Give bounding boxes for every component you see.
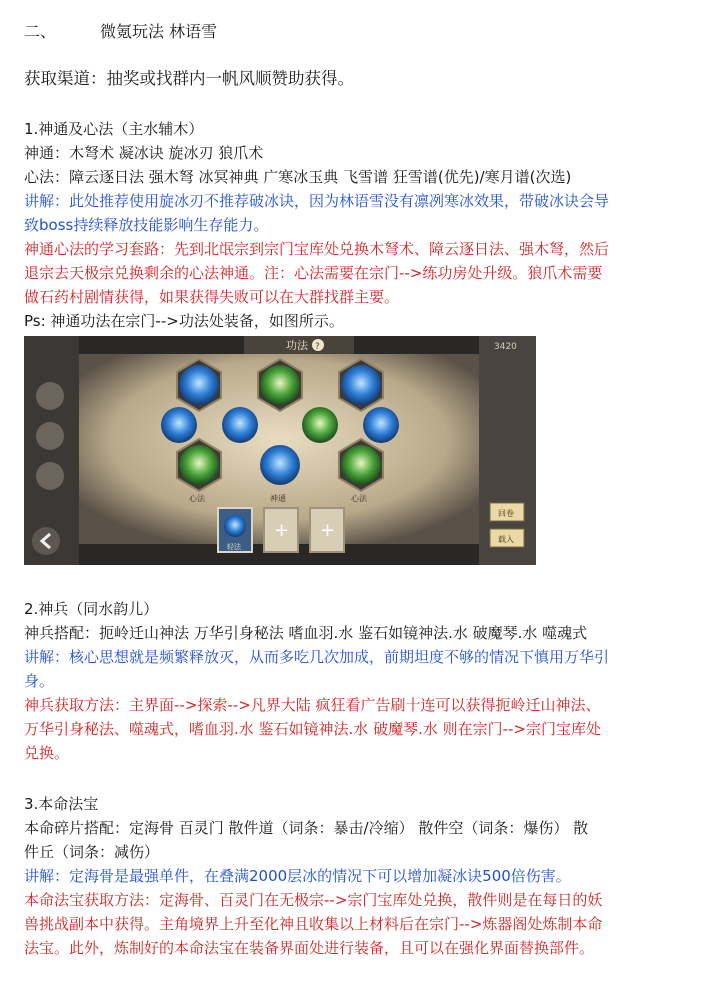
slot-label-right: 心法	[351, 494, 367, 503]
section3-heading: 3.本命法宝	[24, 795, 99, 813]
sidebar-portrait-icon[interactable]	[36, 462, 64, 490]
skill-orb-wood[interactable]	[302, 407, 338, 443]
back-arrow-icon[interactable]	[32, 527, 60, 555]
slot-label-left: 心法	[189, 494, 205, 503]
page-title	[24, 20, 704, 44]
sidebar-portrait-icon[interactable]	[36, 382, 64, 410]
section1-shentong: 神通：木弩术 凝冰诀 旋冰刃 狼爪术	[24, 144, 264, 162]
skill-orb-ice[interactable]	[341, 365, 381, 405]
screenshot-header: 功法	[286, 339, 308, 352]
section2-explain-line1: 讲解：核心思想就是频繁释放灭，从而多吃几次加成，前期坦度不够的情况下慎用万华引	[24, 648, 610, 666]
acquisition-channel: 获取渠道：抽奖或找群内一帆风顺赞助获得。	[24, 69, 354, 88]
game-skill-scene	[24, 336, 536, 565]
section1-route-line1: 神通心法的学习套路：先到北氓宗到宗门宝库处兑换木弩术、障云逐日法、强木弩，然后	[24, 240, 610, 258]
save-scroll-label: 回卷	[498, 509, 514, 518]
section3-get-line3: 法宝。此外，炼制好的本命法宝在装备界面处进行装备，且可以在强化界面替换部件。	[24, 939, 595, 957]
section3-match-line2: 件丘（词条：减伤）	[24, 843, 160, 861]
section3-explain: 讲解：定海骨是最强单件，在叠满2000层冰的情况下可以增加凝冰诀500倍伤害。	[24, 867, 571, 885]
skill-orb-wood[interactable]	[260, 365, 300, 405]
section2-get-line1: 神兵获取方法：主界面-->探索-->凡界大陆 疯狂看广告刷十连可以获得扼岭迁山神法、	[24, 696, 601, 714]
skill-orb-ice[interactable]	[363, 407, 399, 443]
section1-route-line3: 做石药村剧情获得，如果获得失败可以在大群找群主要。	[24, 288, 400, 306]
section1-explain-line2: 致boss持续释放技能影响生存能力。	[24, 216, 269, 234]
sidebar-portrait-icon[interactable]	[36, 422, 64, 450]
skill-orb-wood[interactable]	[341, 445, 381, 485]
add-icon: +	[274, 520, 290, 541]
slot-label-center: 神通	[270, 494, 286, 503]
top-right-value: 3420	[494, 342, 517, 352]
section1-xinfa: 心法：障云逐日法 强木弩 冰冥神典 广寒冰玉典 飞雪谱 狂雪谱(优先)/寒月谱(次选)	[24, 168, 572, 186]
skill-orb-ice[interactable]	[222, 407, 258, 443]
section1-heading: 1.神通及心法（主水辅木）	[24, 120, 204, 138]
section2-get-line3: 兑换。	[24, 744, 70, 762]
skill-orb-ice[interactable]	[161, 407, 197, 443]
section1-ps: Ps: 神通功法在宗门-->功法处装备，如图所示。	[24, 312, 344, 330]
section2-match: 神兵搭配：扼岭迁山神法 万华引身秘法 嗜血羽.水 鉴石如镜神法.水 破魔琴.水 噬魂式	[24, 624, 588, 642]
load-label: 载入	[498, 535, 514, 544]
game-skill-screenshot	[24, 336, 536, 565]
section2-explain-line2: 身。	[24, 672, 55, 690]
section3-get-line2: 兽挑战副本中获得。主角境界上升至化神且收集以上材料后在宗门-->炼器阁处炼制本命	[24, 915, 603, 933]
skill-orb-ice[interactable]	[260, 445, 300, 485]
section2-heading: 2.神兵（同水韵儿）	[24, 600, 159, 618]
section3-get-line1: 本命法宝获取方法：定海骨、百灵门在无极宗-->宗门宝库处兑换，散件则是在每日的妖	[24, 891, 603, 909]
add-icon: +	[320, 520, 336, 541]
section1-route-line2: 退宗去天极宗兑换剩余的心法神通。注：心法需要在宗门-->练功房处升级。狼爪术需要	[24, 264, 603, 282]
section2-get-line2: 万华引身秘法、噬魂式，嗜血羽.水 鉴石如镜神法.水 破魔琴.水 则在宗门-->宗门宝库处	[24, 720, 602, 738]
skill-orb-ice	[224, 515, 246, 537]
info-badge: ?	[315, 342, 320, 352]
section3-match-line1: 本命碎片搭配：定海骨 百灵门 散件道（词条：暴击/冷缩） 散件空（词条：爆伤） 散	[24, 819, 589, 837]
section1-explain-line1: 讲解：此处推荐使用旋冰刃不推荐破冰诀，因为林语雪没有凛冽寒冰效果，带破冰诀会导	[24, 192, 610, 210]
title-number: 二、	[24, 22, 57, 41]
slot-label-bottom: 轻法	[227, 543, 241, 551]
skill-orb-ice[interactable]	[179, 365, 219, 405]
title-name: 微氪玩法 林语雪	[100, 22, 218, 41]
skill-orb-wood[interactable]	[179, 445, 219, 485]
